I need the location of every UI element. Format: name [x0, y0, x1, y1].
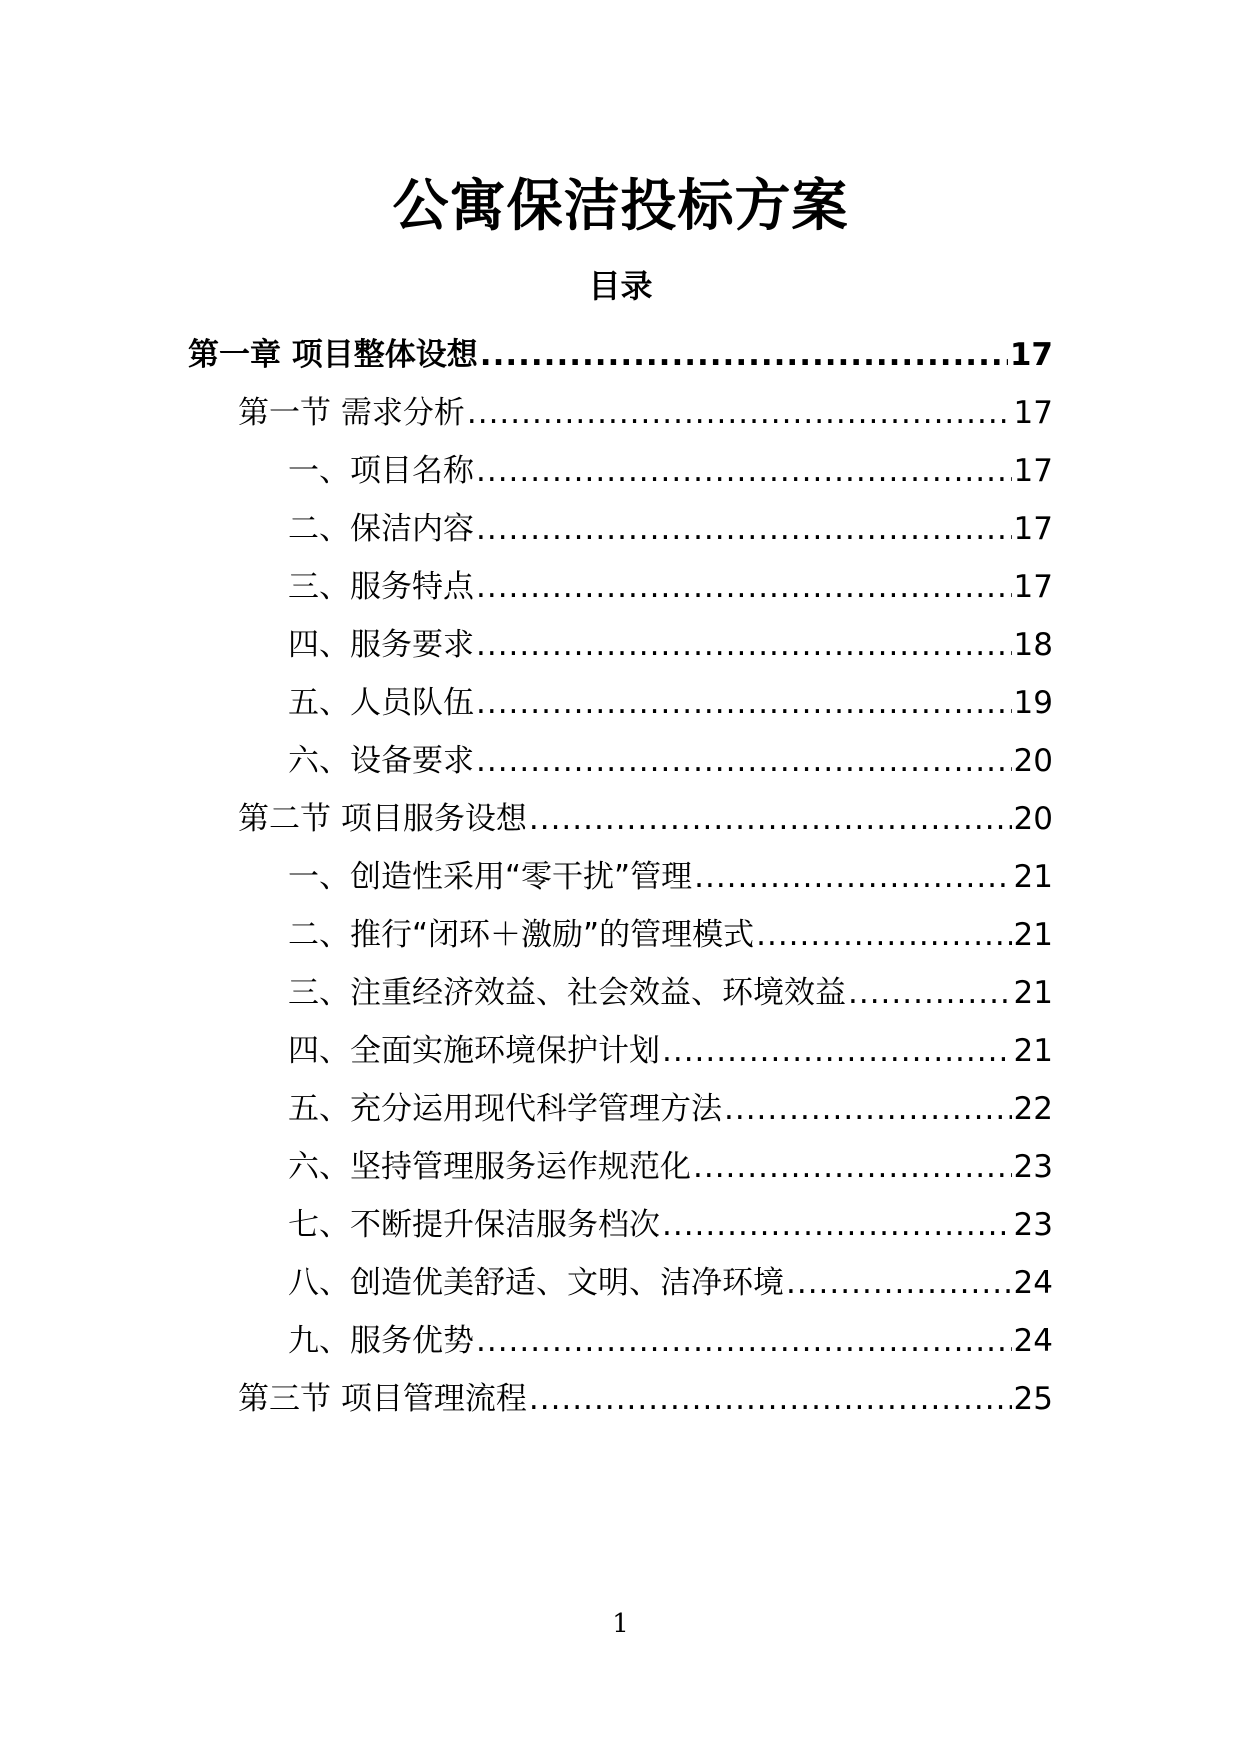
toc-entry-title: 第一节 需求分析: [238, 395, 465, 431]
toc-dot-leader: [662, 1205, 1012, 1245]
toc-dot-leader: [476, 567, 1012, 607]
toc-entry-page: 17: [1013, 395, 1053, 431]
toc-entry-title: 八、创造优美舒适、文明、洁净环境: [288, 1265, 784, 1301]
toc-dot-leader: [529, 1379, 1012, 1419]
toc-entry-item[interactable]: [288, 731, 1053, 781]
toc-dot-leader: [476, 625, 1012, 665]
toc-dot-leader: [724, 1089, 1012, 1129]
toc-dot-leader: [476, 741, 1012, 781]
toc-entry-page: 17: [1009, 337, 1053, 373]
toc-entry-section-2[interactable]: [238, 789, 1053, 839]
toc-entry-page: 18: [1013, 627, 1053, 663]
toc-entry-page: 24: [1013, 1323, 1053, 1359]
toc-entry-section-3[interactable]: [238, 1369, 1053, 1419]
toc-dot-leader: [476, 451, 1012, 491]
toc-entry-page: 21: [1013, 917, 1053, 953]
toc-entry-title: 第一章 项目整体设想: [188, 337, 478, 373]
toc-entry-title: 五、充分运用现代科学管理方法: [288, 1091, 722, 1127]
toc-entry-page: 19: [1013, 685, 1053, 721]
toc-dot-leader: [848, 973, 1012, 1013]
toc-dot-leader: [476, 509, 1012, 549]
toc-entry-item[interactable]: [288, 673, 1053, 723]
toc-entry-page: 17: [1013, 511, 1053, 547]
toc-entry-item[interactable]: [288, 1079, 1053, 1129]
toc-entry-item[interactable]: [288, 557, 1053, 607]
toc-dot-leader: [529, 799, 1012, 839]
toc-entry-page: 17: [1013, 453, 1053, 489]
toc-entry-title: 五、人员队伍: [288, 685, 474, 721]
toc-entry-page: 20: [1013, 801, 1053, 837]
toc-entry-page: 22: [1013, 1091, 1053, 1127]
toc-dot-leader: [756, 915, 1011, 955]
toc-dot-leader: [476, 683, 1012, 723]
toc-entry-title: 一、创造性采用“零干扰”管理: [288, 859, 693, 895]
toc-dot-leader: [694, 857, 1011, 897]
toc-entry-page: 20: [1013, 743, 1053, 779]
toc-entry-title: 三、注重经济效益、社会效益、环境效益: [288, 975, 846, 1011]
toc-entry-title: 九、服务优势: [288, 1323, 474, 1359]
toc-dot-leader: [467, 393, 1012, 433]
toc-entry-page: 21: [1013, 1033, 1053, 1069]
toc-entry-item[interactable]: [288, 1195, 1053, 1245]
toc-entry-title: 二、保洁内容: [288, 511, 474, 547]
toc-entry-title: 七、不断提升保洁服务档次: [288, 1207, 660, 1243]
toc-entry-title: 一、项目名称: [288, 453, 474, 489]
toc-entry-title: 六、坚持管理服务运作规范化: [288, 1149, 691, 1185]
toc-dot-leader: [693, 1147, 1012, 1187]
toc-entry-title: 二、推行“闭环＋激励”的管理模式: [288, 917, 755, 953]
page-number: 1: [612, 1609, 629, 1639]
toc-entry-item[interactable]: [288, 847, 1053, 897]
toc-entry-page: 21: [1013, 975, 1053, 1011]
toc-heading: 目录: [588, 267, 653, 305]
toc-entry-title: 第二节 项目服务设想: [238, 801, 527, 837]
toc-entry-title: 三、服务特点: [288, 569, 474, 605]
toc-entry-section-1[interactable]: [238, 383, 1053, 433]
toc-entry-item[interactable]: [288, 441, 1053, 491]
toc-entry-page: 21: [1013, 859, 1053, 895]
document-title: 公寓保洁投标方案: [392, 174, 849, 239]
toc-entry-page: 17: [1013, 569, 1053, 605]
toc-entry-item[interactable]: [288, 615, 1053, 665]
toc-dot-leader: [476, 1321, 1012, 1361]
toc-entry-title: 六、设备要求: [288, 743, 474, 779]
toc-entry-item[interactable]: [288, 963, 1053, 1013]
toc-entry-page: 25: [1013, 1381, 1053, 1417]
toc-entry-page: 24: [1013, 1265, 1053, 1301]
toc-entry-chapter-1[interactable]: [188, 325, 1053, 375]
toc-entry-title: 四、服务要求: [288, 627, 474, 663]
toc-entry-item[interactable]: [288, 499, 1053, 549]
toc-entry-page: 23: [1013, 1149, 1053, 1185]
toc-entry-item[interactable]: [288, 1021, 1053, 1071]
toc-entry-item[interactable]: [288, 1137, 1053, 1187]
toc-entry-item[interactable]: [288, 1253, 1053, 1303]
toc-dot-leader: [480, 335, 1008, 375]
toc-entry-item[interactable]: [288, 905, 1053, 955]
toc-entry-item[interactable]: [288, 1311, 1053, 1361]
toc-entry-title: 四、全面实施环境保护计划: [288, 1033, 660, 1069]
toc-entry-title: 第三节 项目管理流程: [238, 1381, 527, 1417]
toc-entry-page: 23: [1013, 1207, 1053, 1243]
toc-dot-leader: [662, 1031, 1012, 1071]
toc-dot-leader: [786, 1263, 1012, 1303]
